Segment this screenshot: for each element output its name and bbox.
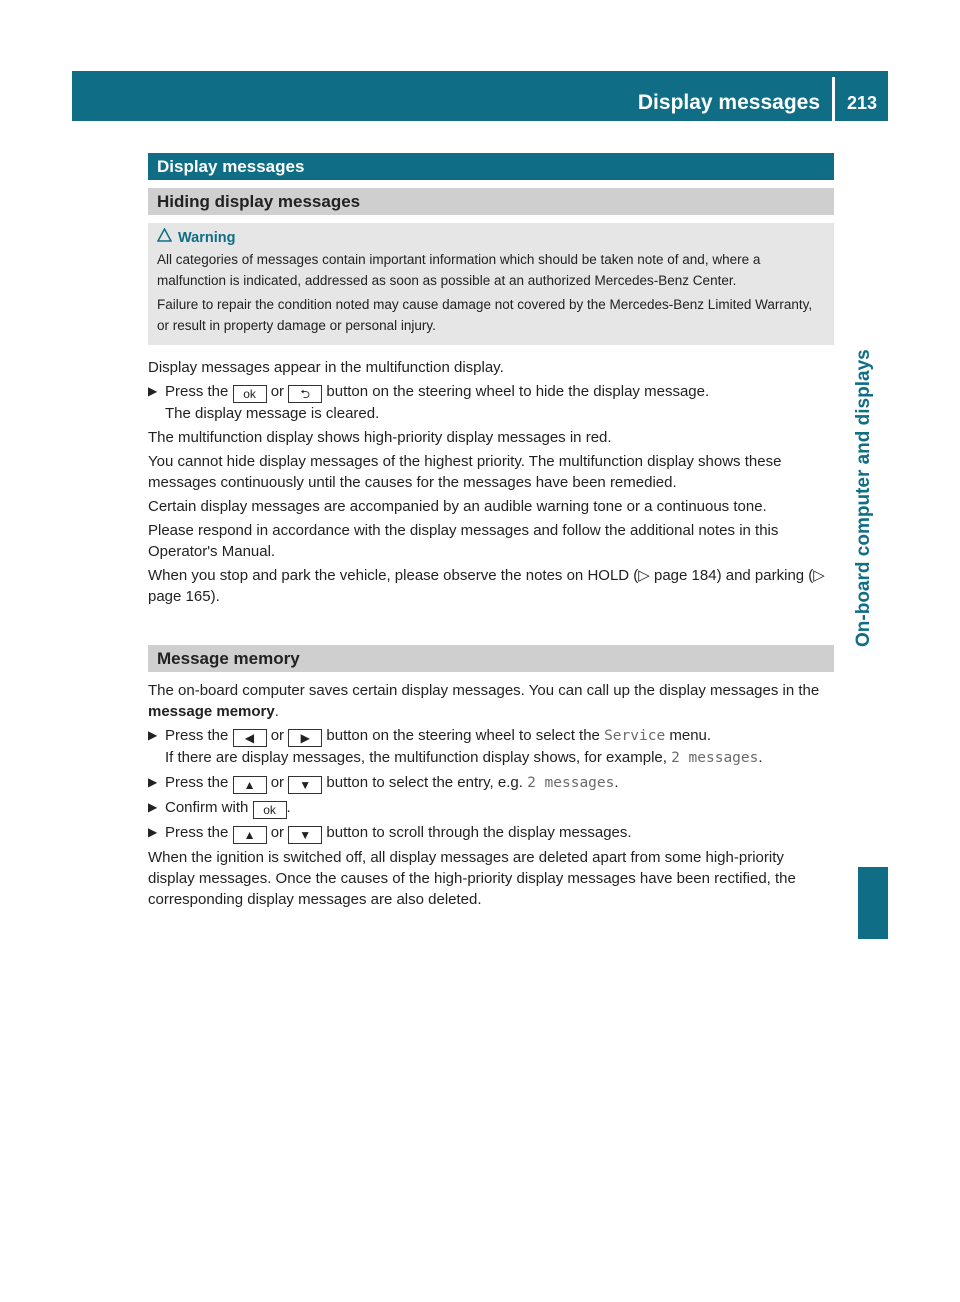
paragraph: [148, 565, 834, 607]
paragraph: The multifunction display shows high-priority display messages in red.: [148, 429, 612, 446]
instruction-step: [148, 772, 834, 794]
up-key-icon: ▲: [233, 776, 267, 794]
warning-header: [157, 228, 825, 249]
step-text: or: [266, 727, 289, 744]
paragraph-text: .: [274, 703, 279, 720]
paragraph: [148, 680, 834, 722]
step-text: Press the: [165, 774, 233, 791]
up-key-icon: ▲: [233, 826, 267, 844]
warning-title: Warning: [178, 230, 236, 246]
back-key-icon: ⮌: [288, 385, 322, 403]
page-content: [148, 153, 834, 913]
ok-key-icon: ok: [233, 385, 267, 403]
step-arrow-icon: ▶: [148, 800, 158, 814]
step-result: If there are display messages, the multifunction display shows, for example,: [165, 749, 672, 766]
paragraph: You cannot hide display messages of the highest priority. The multifunction display shows these messages continuously until the causes for the messages have been remedied.: [148, 453, 782, 491]
paragraph-text: When you stop and park the vehicle, please observe the notes on HOLD (: [148, 567, 639, 584]
step-text: .: [614, 774, 619, 791]
down-key-icon: ▼: [288, 776, 322, 794]
instruction-step: [148, 725, 834, 769]
step-text: button to scroll through the display messages.: [322, 824, 632, 841]
left-key-icon: ◀: [233, 729, 267, 747]
menu-name: Service: [604, 728, 666, 744]
paragraph: Certain display messages are accompanied by an audible warning tone or a continuous tone.: [148, 498, 767, 515]
display-text: 2 messages: [527, 775, 615, 791]
page-header: [72, 71, 888, 121]
step-text: Press the: [165, 824, 233, 841]
paragraph: Display messages appear in the multifunction display.: [148, 359, 504, 376]
step-arrow-icon: ▶: [148, 775, 158, 789]
step-arrow-icon: ▶: [148, 384, 158, 398]
step-arrow-icon: ▶: [148, 825, 158, 839]
step-result: The display message is cleared.: [165, 405, 380, 422]
header-divider: [832, 77, 835, 121]
step-text: button on the steering wheel to hide the display message.: [322, 383, 710, 400]
warning-text: Failure to repair the condition noted may cause damage not covered by the Mercedes-Benz Limited Warranty, or result in property damage or personal injury.: [157, 297, 813, 333]
page-reference-link[interactable]: ▷ page 165: [148, 567, 825, 605]
warning-box: [148, 223, 834, 345]
warning-text: All categories of messages contain important information which should be taken note of and, where a malfunction is indicated, addressed as soon as possible at an authorized Mercedes-Benz Center.: [157, 252, 761, 288]
page-number: 213: [846, 93, 878, 113]
header-title: Display messages: [637, 91, 820, 114]
step-text: or: [266, 383, 289, 400]
step-text: Press the: [165, 383, 233, 400]
step-text: button to select the entry, e.g.: [322, 774, 528, 791]
subsection-heading: Hiding display messages: [148, 188, 834, 215]
step-text: Press the: [165, 727, 233, 744]
paragraph-text: The on-board computer saves certain display messages. You can call up the display messages in the: [148, 682, 820, 699]
instruction-step: [148, 381, 834, 424]
step-result: .: [758, 749, 763, 766]
paragraph: When the ignition is switched off, all display messages are deleted apart from some high-priority display messages. Once the causes of the high-priority display messages have been rectified, the corresponding display messages are also deleted.: [148, 849, 796, 908]
warning-triangle-icon: [157, 228, 172, 249]
page-reference-link[interactable]: ▷ page 184: [638, 567, 717, 584]
step-text: or: [266, 774, 289, 791]
step-text: menu.: [665, 727, 712, 744]
section-heading: Display messages: [148, 153, 834, 180]
paragraph-text: ).: [210, 588, 220, 605]
ok-key-icon: ok: [253, 801, 287, 819]
paragraph-text: ) and parking (: [716, 567, 814, 584]
chapter-label: [853, 167, 887, 647]
paragraph-bold: message memory: [148, 703, 275, 720]
step-text: Confirm with: [165, 799, 253, 816]
step-text: or: [266, 824, 289, 841]
chapter-label-text: On-board computer and displays: [853, 349, 874, 647]
right-key-icon: ▶: [288, 729, 322, 747]
down-key-icon: ▼: [288, 826, 322, 844]
instruction-step: [148, 822, 834, 844]
display-text: 2 messages: [671, 750, 759, 766]
paragraph: Please respond in accordance with the display messages and follow the additional notes in this Operator's Manual.: [148, 522, 779, 560]
step-text: .: [286, 799, 291, 816]
subsection-heading: Message memory: [148, 645, 834, 672]
instruction-step: [148, 797, 834, 819]
chapter-tab: [858, 867, 888, 939]
step-text: button on the steering wheel to select the: [322, 727, 605, 744]
step-arrow-icon: ▶: [148, 728, 158, 742]
